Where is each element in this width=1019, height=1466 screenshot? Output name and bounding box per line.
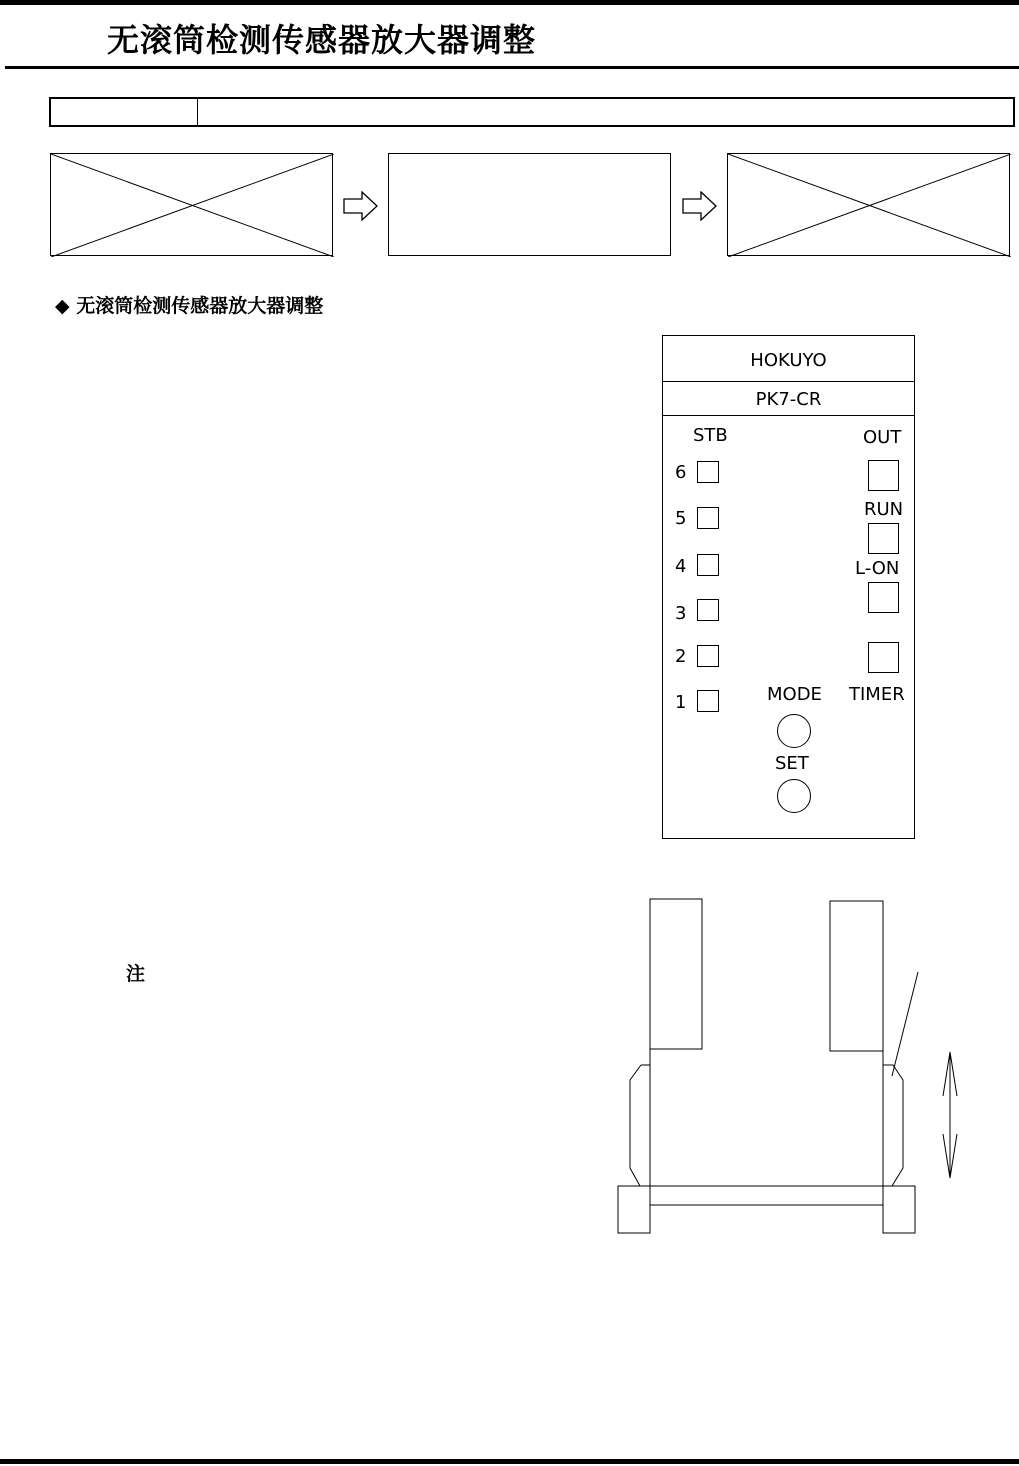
stb-indicator-4 bbox=[697, 554, 719, 576]
stb-indicator-6 bbox=[697, 461, 719, 483]
page-title: 无滚筒检测传感器放大器调整 bbox=[107, 21, 537, 59]
pointer-line bbox=[892, 972, 918, 1076]
stb-level-number: 6 bbox=[675, 462, 687, 483]
step-image-placeholder-1 bbox=[50, 153, 333, 256]
info-table-divider bbox=[197, 99, 198, 125]
sensor-bracket-diagram bbox=[600, 890, 980, 1250]
stb-indicator-1 bbox=[697, 690, 719, 712]
step-image-placeholder-3 bbox=[727, 153, 1010, 256]
mode-button[interactable] bbox=[777, 714, 811, 748]
image-placeholder-cross-icon bbox=[728, 154, 1011, 257]
panel-model: PK7-CR bbox=[755, 389, 822, 410]
top-rule bbox=[0, 0, 1019, 5]
stb-indicator-2 bbox=[697, 645, 719, 667]
mode-label: MODE bbox=[767, 684, 822, 705]
note-label: 注 bbox=[126, 963, 146, 985]
section-heading: ◆ 无滚筒检测传感器放大器调整 bbox=[55, 295, 324, 317]
panel-divider bbox=[663, 381, 914, 382]
timer-label: TIMER bbox=[849, 684, 905, 705]
right-outline-arrow-icon bbox=[343, 191, 379, 221]
left-sensor-block bbox=[650, 899, 702, 1049]
stb-level-number: 4 bbox=[675, 556, 687, 577]
panel-divider bbox=[663, 415, 914, 416]
right-foot bbox=[883, 1186, 915, 1233]
run-indicator bbox=[868, 523, 899, 554]
run-label: RUN bbox=[864, 499, 904, 520]
stb-indicator-3 bbox=[697, 599, 719, 621]
image-placeholder-cross-icon bbox=[51, 154, 334, 257]
lon-label: L-ON bbox=[855, 558, 900, 579]
step-box-2 bbox=[388, 153, 671, 256]
info-table bbox=[49, 97, 1015, 127]
right-outline-arrow-icon bbox=[682, 191, 718, 221]
left-foot bbox=[618, 1186, 650, 1233]
right-sensor-block bbox=[830, 901, 883, 1051]
out-indicator bbox=[868, 460, 899, 491]
bottom-rule bbox=[0, 1459, 1019, 1464]
stb-indicator-5 bbox=[697, 507, 719, 529]
panel-brand: HOKUYO bbox=[750, 350, 827, 371]
title-rule bbox=[5, 66, 1019, 69]
stb-label: STB bbox=[693, 425, 728, 446]
stb-level-number: 2 bbox=[675, 646, 687, 667]
stb-level-number: 3 bbox=[675, 603, 687, 624]
set-label: SET bbox=[775, 753, 809, 774]
stb-level-number: 5 bbox=[675, 508, 687, 529]
stb-level-number: 1 bbox=[675, 692, 687, 713]
set-button[interactable] bbox=[777, 779, 811, 813]
timer-indicator bbox=[868, 642, 899, 673]
out-label: OUT bbox=[863, 427, 902, 448]
amplifier-panel bbox=[662, 335, 915, 839]
lon-indicator bbox=[868, 582, 899, 613]
